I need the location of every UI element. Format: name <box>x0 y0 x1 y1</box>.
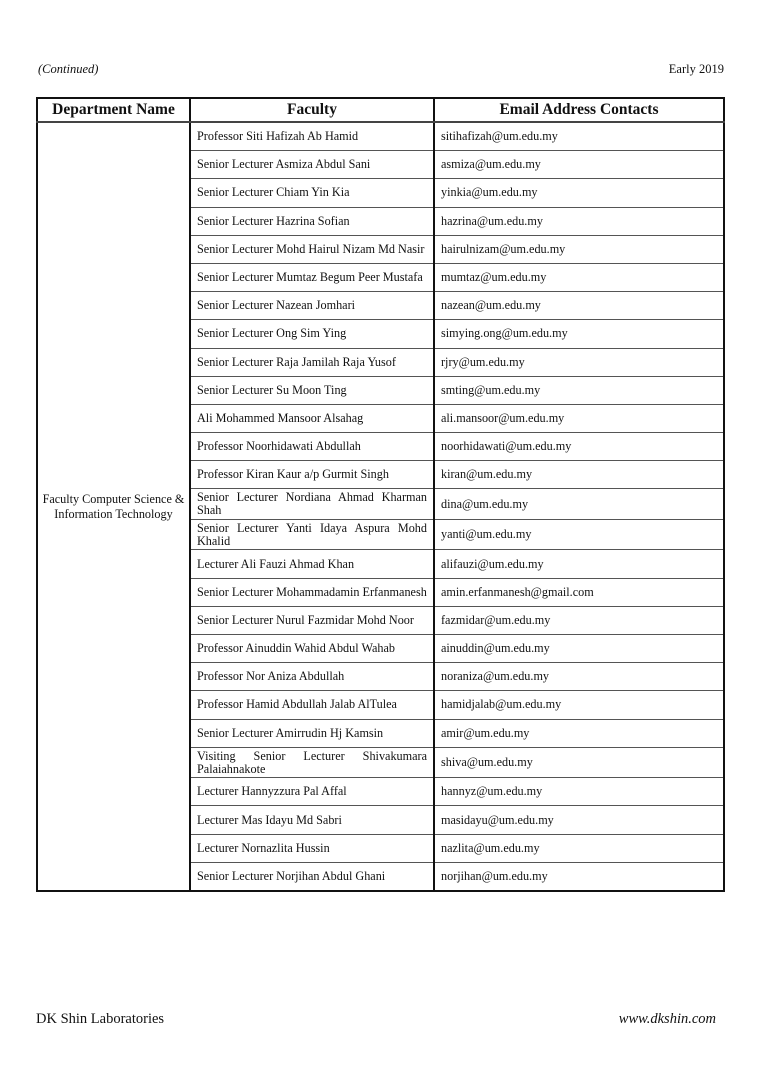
faculty-name-cell: Senior Lecturer Amirrudin Hj Kamsin <box>190 719 434 747</box>
column-header-department: Department Name <box>37 98 190 122</box>
faculty-name-cell: Visiting Senior Lecturer Shivakumara Palaiahnakote <box>190 747 434 778</box>
email-cell[interactable]: kiran@um.edu.my <box>434 461 724 489</box>
faculty-name-cell: Senior Lecturer Norjihan Abdul Ghani <box>190 862 434 891</box>
continued-label: (Continued) <box>38 62 99 76</box>
faculty-name-cell: Professor Hamid Abdullah Jalab AlTulea <box>190 691 434 719</box>
email-cell[interactable]: ainuddin@um.edu.my <box>434 635 724 663</box>
faculty-name-cell: Professor Kiran Kaur a/p Gurmit Singh <box>190 461 434 489</box>
faculty-name-cell: Senior Lecturer Nurul Fazmidar Mohd Noor <box>190 606 434 634</box>
email-cell[interactable]: yanti@um.edu.my <box>434 519 724 550</box>
faculty-name-cell: Senior Lecturer Mumtaz Begum Peer Mustafa <box>190 263 434 291</box>
email-cell[interactable]: rjry@um.edu.my <box>434 348 724 376</box>
email-cell[interactable]: hairulnizam@um.edu.my <box>434 235 724 263</box>
faculty-name-cell: Professor Siti Hafizah Ab Hamid <box>190 122 434 151</box>
faculty-name-cell: Senior Lecturer Raja Jamilah Raja Yusof <box>190 348 434 376</box>
table-header-row <box>37 98 724 122</box>
faculty-name-cell: Senior Lecturer Mohammadamin Erfanmanesh <box>190 578 434 606</box>
edition-label: Early 2019 <box>668 62 724 76</box>
column-header-faculty: Faculty <box>190 98 434 122</box>
faculty-name-cell: Senior Lecturer Hazrina Sofian <box>190 207 434 235</box>
footer-company: DK Shin Laboratories <box>36 1011 165 1027</box>
email-cell[interactable]: amir@um.edu.my <box>434 719 724 747</box>
email-cell[interactable]: norjihan@um.edu.my <box>434 862 724 891</box>
department-name-cell: Faculty Computer Science & Information Technology <box>37 122 190 891</box>
email-cell[interactable]: masidayu@um.edu.my <box>434 806 724 834</box>
email-cell[interactable]: hamidjalab@um.edu.my <box>434 691 724 719</box>
faculty-name-cell: Lecturer Mas Idayu Md Sabri <box>190 806 434 834</box>
faculty-name-cell: Senior Lecturer Nordiana Ahmad Kharman Shah <box>190 489 434 520</box>
email-cell[interactable]: simying.ong@um.edu.my <box>434 320 724 348</box>
email-cell[interactable]: shiva@um.edu.my <box>434 747 724 778</box>
email-cell[interactable]: ali.mansoor@um.edu.my <box>434 404 724 432</box>
faculty-name-cell: Professor Noorhidawati Abdullah <box>190 433 434 461</box>
faculty-name-cell: Professor Nor Aniza Abdullah <box>190 663 434 691</box>
email-cell[interactable]: alifauzi@um.edu.my <box>434 550 724 578</box>
email-cell[interactable]: fazmidar@um.edu.my <box>434 606 724 634</box>
faculty-name-cell: Senior Lecturer Asmiza Abdul Sani <box>190 151 434 179</box>
email-cell[interactable]: noorhidawati@um.edu.my <box>434 433 724 461</box>
email-cell[interactable]: nazean@um.edu.my <box>434 292 724 320</box>
faculty-name-cell: Senior Lecturer Mohd Hairul Nizam Md Nasir <box>190 235 434 263</box>
faculty-name-cell: Lecturer Nornazlita Hussin <box>190 834 434 862</box>
email-cell[interactable]: mumtaz@um.edu.my <box>434 263 724 291</box>
contacts-table <box>36 97 725 892</box>
footer-website[interactable]: www.dkshin.com <box>618 1011 716 1027</box>
email-cell[interactable]: hazrina@um.edu.my <box>434 207 724 235</box>
faculty-name-cell: Senior Lecturer Yanti Idaya Aspura Mohd Khalid <box>190 519 434 550</box>
column-header-email: Email Address Contacts <box>434 98 724 122</box>
email-cell[interactable]: noraniza@um.edu.my <box>434 663 724 691</box>
email-cell[interactable]: nazlita@um.edu.my <box>434 834 724 862</box>
email-cell[interactable]: yinkia@um.edu.my <box>434 179 724 207</box>
faculty-name-cell: Senior Lecturer Ong Sim Ying <box>190 320 434 348</box>
faculty-name-cell: Lecturer Ali Fauzi Ahmad Khan <box>190 550 434 578</box>
faculty-name-cell: Professor Ainuddin Wahid Abdul Wahab <box>190 635 434 663</box>
email-cell[interactable]: dina@um.edu.my <box>434 489 724 520</box>
table-row <box>37 122 724 151</box>
faculty-name-cell: Senior Lecturer Chiam Yin Kia <box>190 179 434 207</box>
faculty-name-cell: Senior Lecturer Nazean Jomhari <box>190 292 434 320</box>
email-cell[interactable]: amin.erfanmanesh@gmail.com <box>434 578 724 606</box>
faculty-name-cell: Lecturer Hannyzzura Pal Affal <box>190 778 434 806</box>
faculty-name-cell: Senior Lecturer Su Moon Ting <box>190 376 434 404</box>
email-cell[interactable]: sitihafizah@um.edu.my <box>434 122 724 151</box>
email-cell[interactable]: asmiza@um.edu.my <box>434 151 724 179</box>
faculty-name-cell: Ali Mohammed Mansoor Alsahag <box>190 404 434 432</box>
email-cell[interactable]: hannyz@um.edu.my <box>434 778 724 806</box>
email-cell[interactable]: smting@um.edu.my <box>434 376 724 404</box>
